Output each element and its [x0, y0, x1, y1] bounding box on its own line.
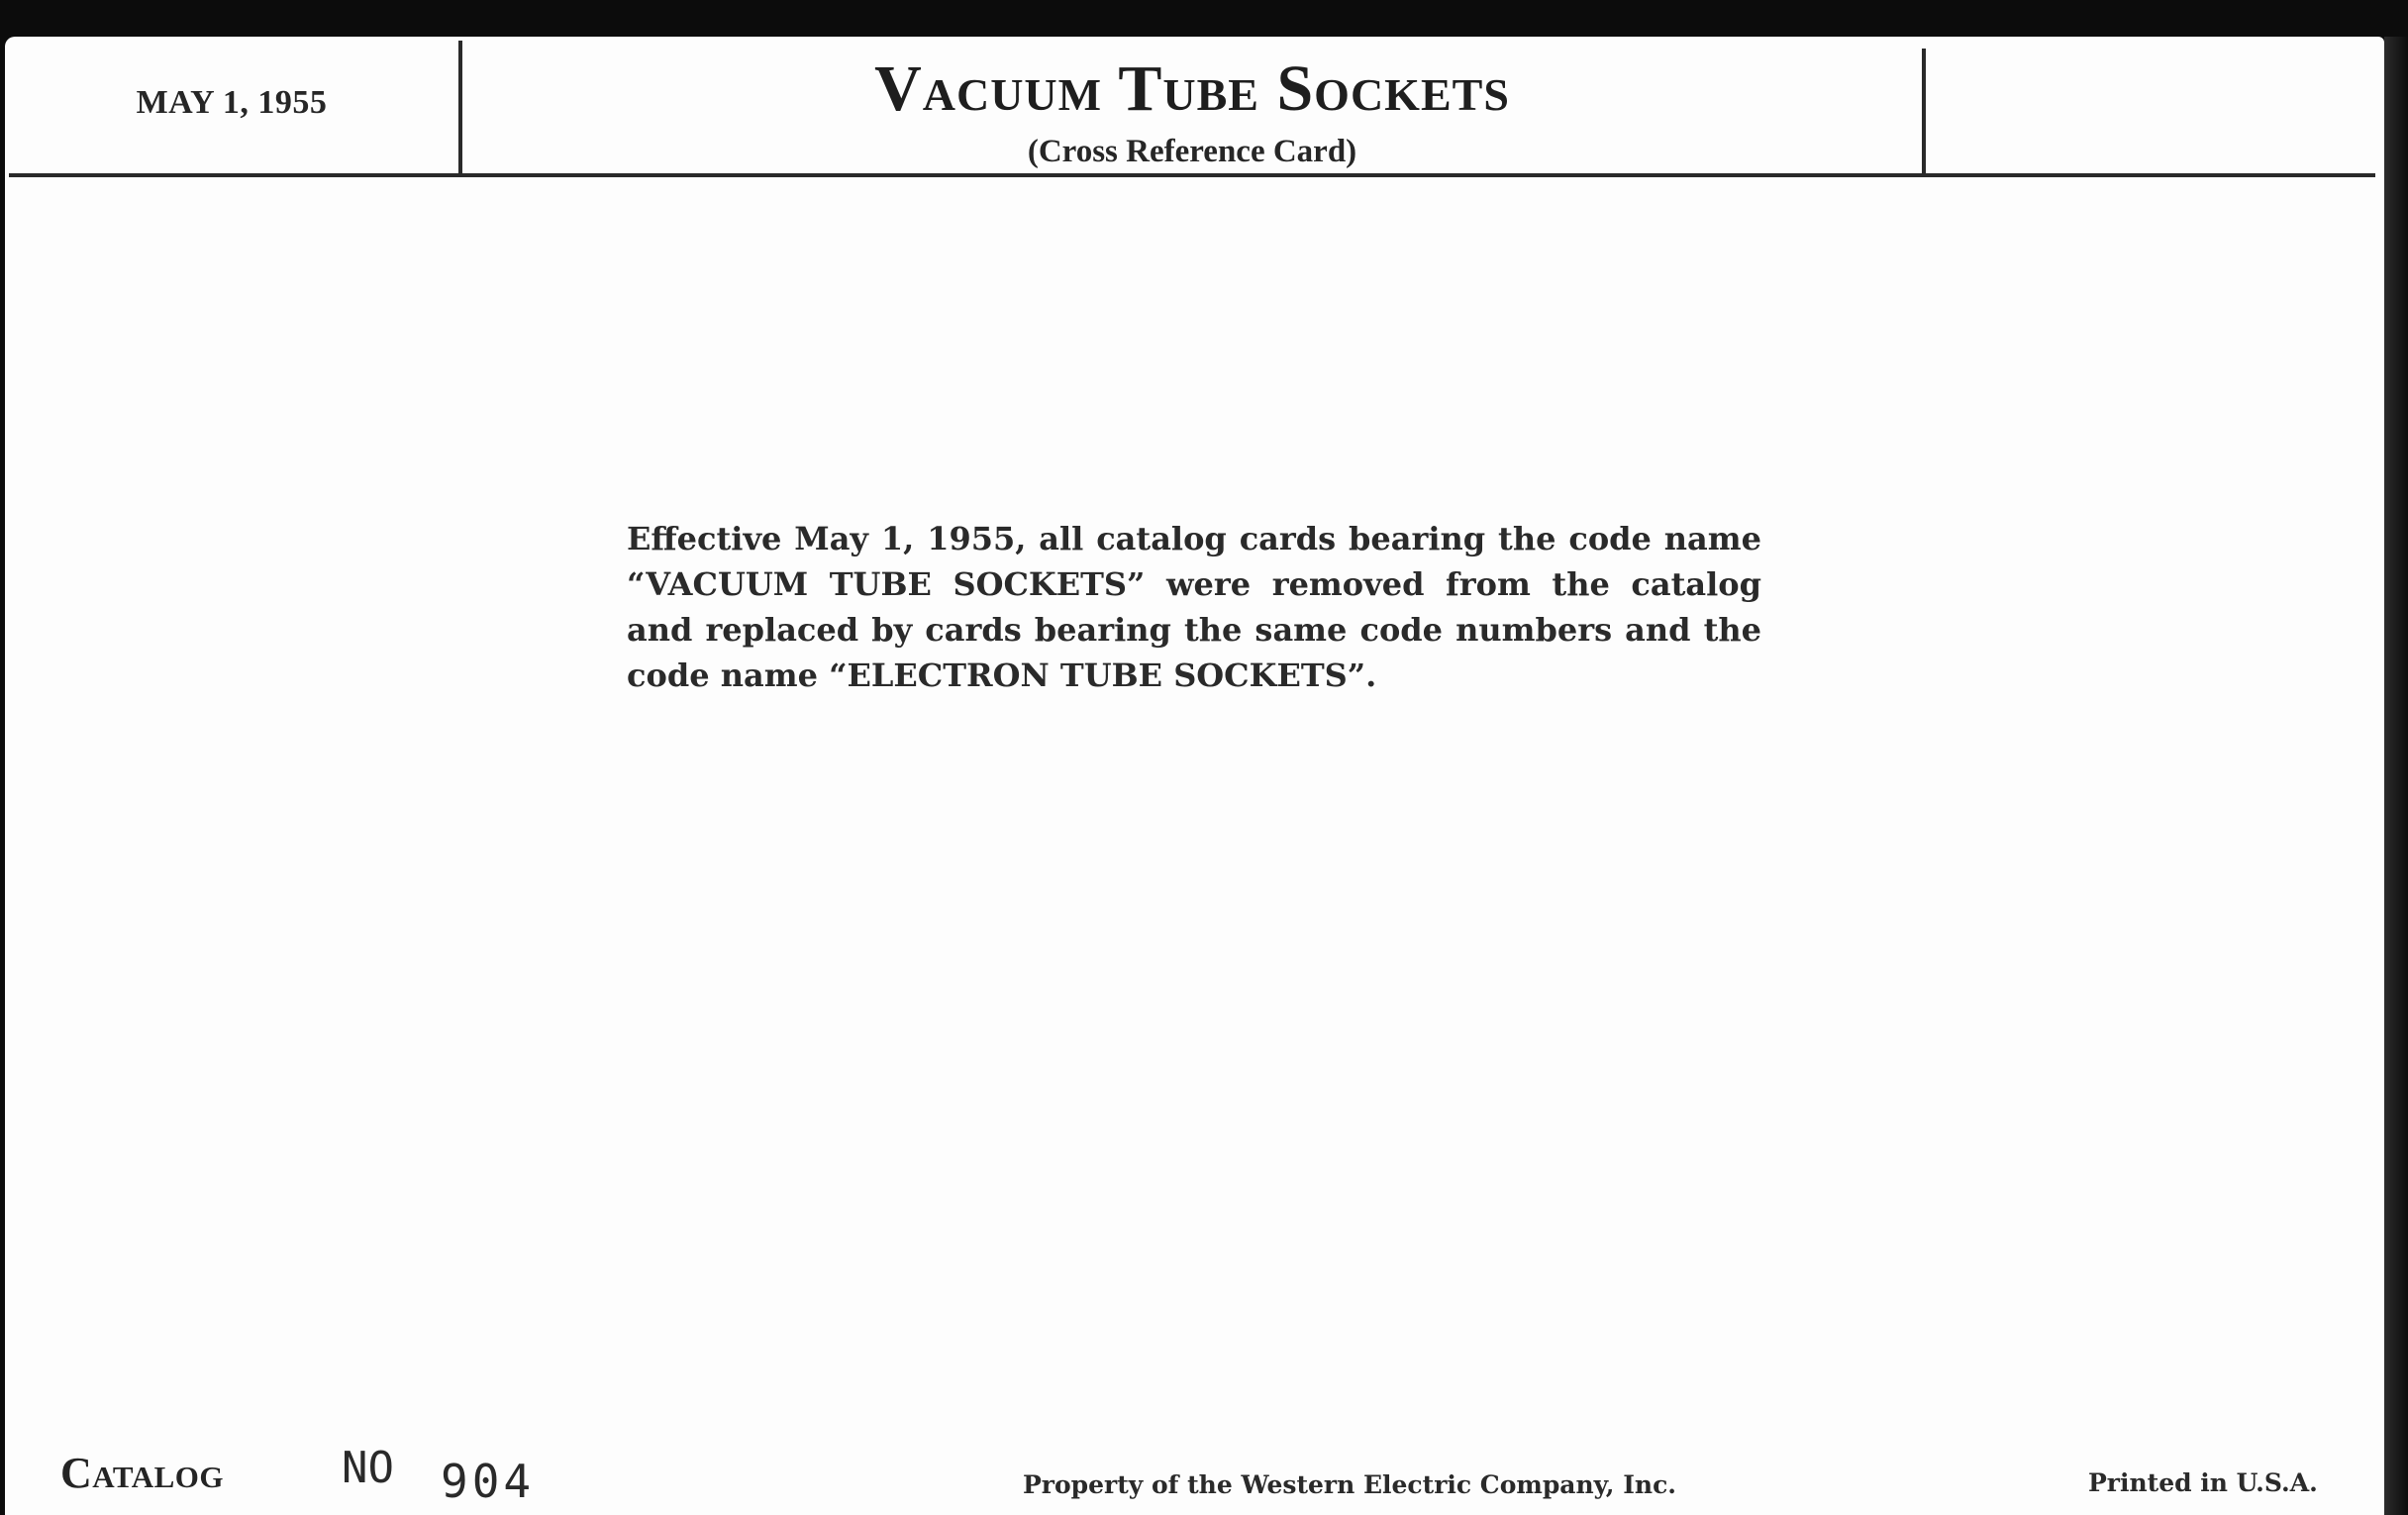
catalog-card: [5, 37, 2384, 1515]
card-subtitle: (Cross Reference Card): [1027, 134, 1357, 169]
header-column-divider-right: [1922, 49, 1926, 175]
notice-text: [627, 516, 1761, 698]
scan-edge-shadow: [2384, 37, 2408, 1515]
header-divider: [9, 173, 2375, 177]
property-notice: Property of the Western Electric Company, Inc.: [1023, 1470, 1677, 1499]
catalog-label: Catalog: [60, 1449, 225, 1497]
card-title: Vacuum Tube Sockets: [874, 52, 1510, 125]
catalog-number: 904: [441, 1455, 536, 1508]
card-date: MAY 1, 1955: [136, 84, 328, 121]
printed-in-notice: Printed in U.S.A.: [2088, 1468, 2318, 1497]
catalog-no-label: NO: [342, 1443, 394, 1493]
notice-paragraph: Effective May 1, 1955, all catalog cards bearing the code name “VACUUM TUBE SOCKETS” were removed from the catalog and replaced by cards bearing the same code numbers and the code name “ELECTRON TUBE SOCKETS”.: [627, 520, 1761, 694]
